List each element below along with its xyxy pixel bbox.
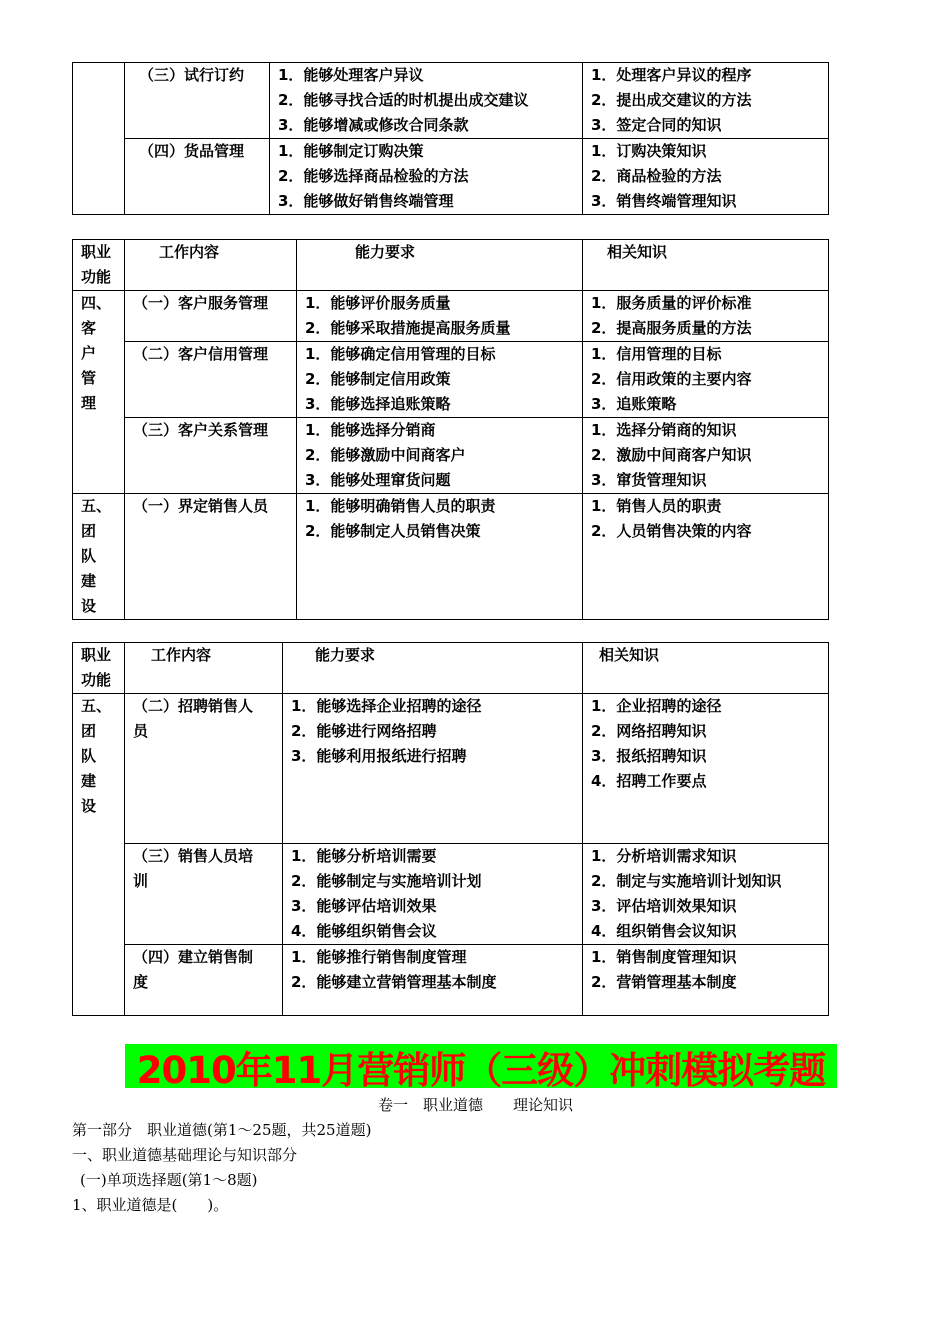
ability-item: 1．能够分析培训需要 [291, 847, 437, 865]
knowledge-item: 2．营销管理基本制度 [591, 973, 737, 991]
ability-item: 4．能够组织销售会议 [291, 922, 437, 940]
knowledge-item: 3．报纸招聘知识 [591, 747, 707, 765]
knowledge-item: 3．签定合同的知识 [591, 116, 722, 134]
knowledge-item: 2．制定与实施培训计划知识 [591, 872, 782, 890]
header-knowledge: 相关知识 [607, 243, 668, 261]
work-content: （三）客户关系管理 [133, 421, 269, 439]
knowledge-item: 1．分析培训需求知识 [591, 847, 737, 865]
exam-subtitle: 卷一 职业道德 理论知识 [378, 1096, 574, 1114]
ability-item: 3．能够利用报纸进行招聘 [291, 747, 467, 765]
function-customer-management: 四、 客 户 管 理 [73, 291, 125, 494]
knowledge-item: 1．处理客户异议的程序 [591, 66, 752, 84]
subsection-heading: (一)单项选择题(第1～8题) [80, 1171, 258, 1189]
header-function: 职业 [81, 243, 112, 261]
knowledge-item: 1．销售人员的职责 [591, 497, 722, 515]
part-heading: 第一部分 职业道德(第1～25题，共25道题) [72, 1121, 372, 1139]
ability-item: 1．能够评价服务质量 [305, 294, 451, 312]
knowledge-item: 1．销售制度管理知识 [591, 948, 737, 966]
knowledge-item: 3．销售终端管理知识 [591, 192, 737, 210]
knowledge-item: 2．商品检验的方法 [591, 167, 722, 185]
table-row [73, 63, 829, 139]
knowledge-item: 1．订购决策知识 [591, 142, 707, 160]
header-work-content: 工作内容 [151, 646, 212, 664]
work-content: （二）客户信用管理 [133, 345, 269, 363]
work-content: 度 [133, 973, 149, 991]
ability-item: 1．能够制定订购决策 [278, 142, 424, 160]
table-row [73, 945, 829, 1016]
table-row [73, 342, 829, 418]
work-content: （二）招聘销售人 [133, 697, 254, 715]
header-ability: 能力要求 [315, 646, 376, 664]
work-content: （一）客户服务管理 [133, 294, 269, 312]
knowledge-item: 1．选择分销商的知识 [591, 421, 737, 439]
knowledge-item: 1．信用管理的目标 [591, 345, 722, 363]
table-row [73, 139, 829, 215]
ability-item: 1．能够选择企业招聘的途径 [291, 697, 482, 715]
function-team-building: 五、 团 队 建 设 [73, 494, 125, 620]
ability-item: 1．能够选择分销商 [305, 421, 436, 439]
table-row [73, 694, 829, 844]
ability-item: 3．能够处理窜货问题 [305, 471, 451, 489]
question-1: 1、职业道德是( )。 [72, 1196, 229, 1214]
header-work-content: 工作内容 [159, 243, 220, 261]
header-knowledge: 相关知识 [599, 646, 660, 664]
knowledge-item: 1．企业招聘的途径 [591, 697, 722, 715]
table-customer-management [72, 239, 829, 620]
knowledge-item: 3．窜货管理知识 [591, 471, 707, 489]
knowledge-item: 2．信用政策的主要内容 [591, 370, 752, 388]
table-header-row [73, 643, 829, 694]
ability-item: 1．能够处理客户异议 [278, 66, 424, 84]
table-row [73, 494, 829, 620]
ability-item: 1．能够确定信用管理的目标 [305, 345, 496, 363]
header-function: 功能 [81, 268, 112, 286]
table-trial-contract-goods [72, 62, 829, 215]
knowledge-item: 3．追账策略 [591, 395, 677, 413]
work-content: （三）试行订约 [139, 66, 245, 84]
table-row [73, 844, 829, 945]
ability-item: 2．能够选择商品检验的方法 [278, 167, 469, 185]
work-content: 员 [133, 722, 149, 740]
ability-item: 2．能够激励中间商客户 [305, 446, 466, 464]
section-heading: 一、职业道德基础理论与知识部分 [72, 1146, 298, 1164]
ability-item: 2．能够进行网络招聘 [291, 722, 437, 740]
ability-item: 3．能够做好销售终端管理 [278, 192, 454, 210]
table-header-row [73, 240, 829, 291]
work-content: （三）销售人员培 [133, 847, 254, 865]
ability-item: 2．能够建立营销管理基本制度 [291, 973, 497, 991]
work-content: （一）界定销售人员 [133, 497, 269, 515]
ability-item: 3．能够评估培训效果 [291, 897, 437, 915]
knowledge-item: 2．人员销售决策的内容 [591, 522, 752, 540]
work-content: （四）建立销售制 [133, 948, 254, 966]
work-content: 训 [133, 872, 149, 890]
header-function: 功能 [81, 671, 112, 689]
knowledge-item: 4．组织销售会议知识 [591, 922, 737, 940]
ability-item: 1．能够明确销售人员的职责 [305, 497, 496, 515]
header-function: 职业 [81, 646, 112, 664]
knowledge-item: 2．激励中间商客户知识 [591, 446, 752, 464]
table-team-building [72, 642, 829, 1016]
table-row [73, 291, 829, 342]
exam-title: 2010年11月营销师（三级）冲刺模拟考题 [136, 1049, 826, 1092]
function-team-building: 五、 团 队 建 设 [73, 694, 125, 1016]
ability-item: 2．能够采取措施提高服务质量 [305, 319, 511, 337]
ability-item: 1．能够推行销售制度管理 [291, 948, 467, 966]
ability-item: 2．能够寻找合适的时机提出成交建议 [278, 91, 529, 109]
table-row [73, 418, 829, 494]
function-cell-empty [73, 63, 125, 215]
knowledge-item: 4．招聘工作要点 [591, 772, 707, 790]
ability-item: 2．能够制定信用政策 [305, 370, 451, 388]
knowledge-item: 1．服务质量的评价标准 [591, 294, 752, 312]
ability-item: 3．能够选择追账策略 [305, 395, 451, 413]
knowledge-item: 3．评估培训效果知识 [591, 897, 737, 915]
ability-item: 2．能够制定人员销售决策 [305, 522, 481, 540]
knowledge-item: 2．提出成交建议的方法 [591, 91, 752, 109]
ability-item: 2．能够制定与实施培训计划 [291, 872, 482, 890]
knowledge-item: 2．网络招聘知识 [591, 722, 707, 740]
knowledge-item: 2．提高服务质量的方法 [591, 319, 752, 337]
work-content: （四）货品管理 [139, 142, 245, 160]
ability-item: 3．能够增减或修改合同条款 [278, 116, 469, 134]
header-ability: 能力要求 [355, 243, 416, 261]
